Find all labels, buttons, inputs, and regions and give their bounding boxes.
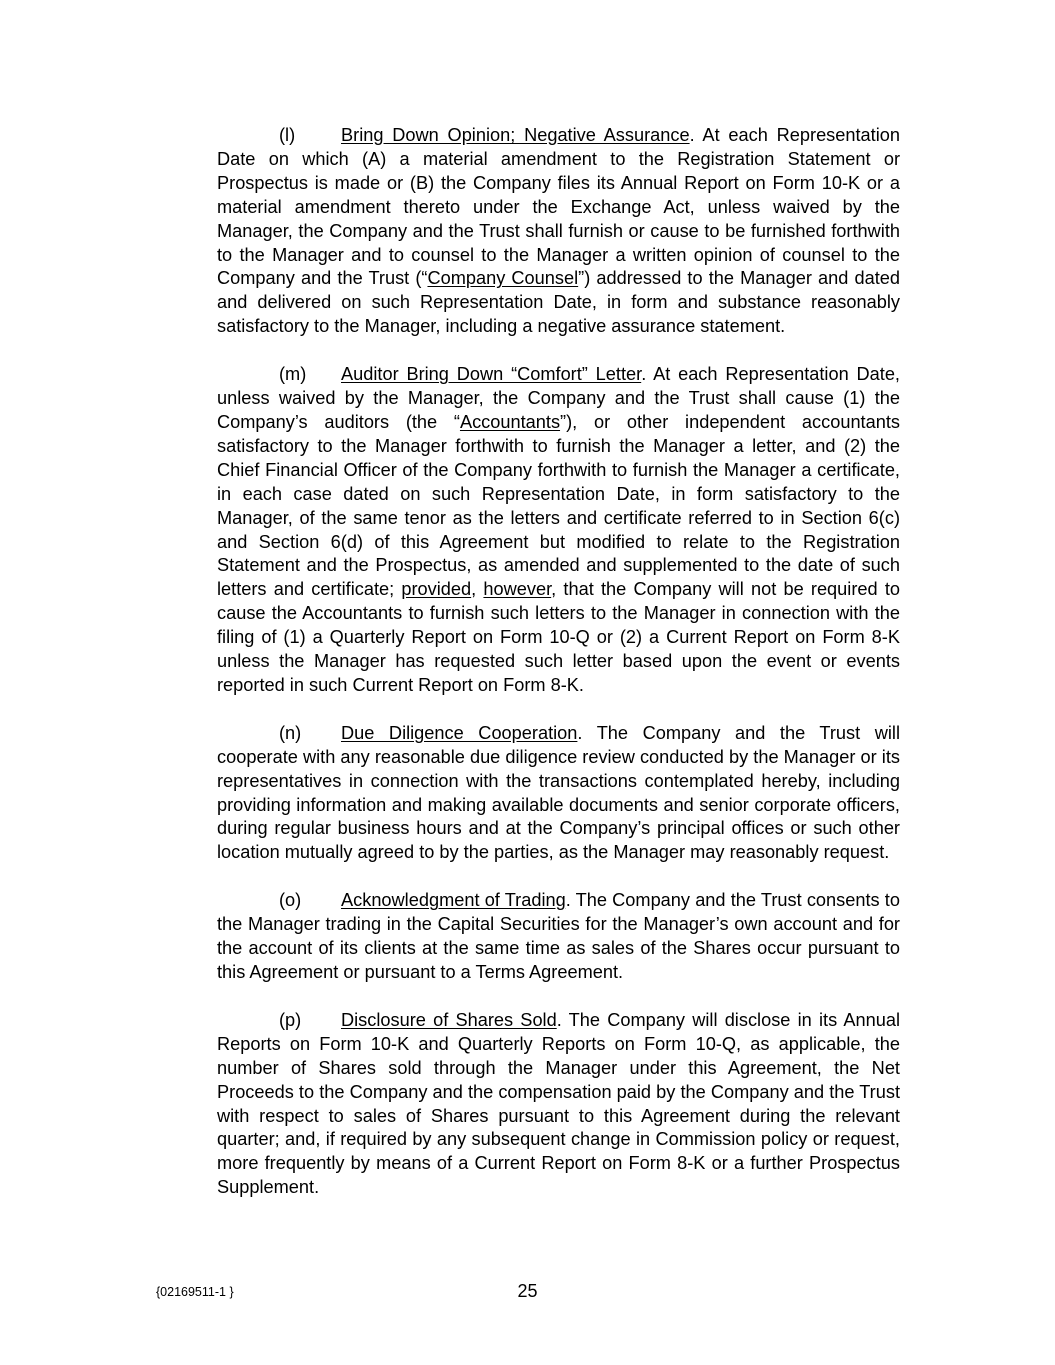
section-heading: Auditor Bring Down “Comfort” Letter <box>341 364 642 385</box>
section-text: . The Company and the Trust will cooperate with any reasonable due diligence review conducted by the Manager or its representatives in connection with the transactions contemplated hereby, including providing information and making available documents and senior corporate officers, during regular business hours and at the Company’s principal offices or such other location mutually agreed to by the parties, as the Manager may reasonably request. <box>217 722 901 863</box>
section-marker: (p) <box>279 1009 302 1030</box>
section-text: . The Company will disclose in its Annual Reports on Form 10-K and Quarterly Reports on Form 10-Q, as applicable, the number of Shares sold through the Manager under this Agreement, the Net Proceeds to the Company and the compensation paid by the Company and the Trust with respect to sales of Shares pursuant to this Agreement during the relevant quarter; and, if required by any subsequent change in Commission policy or request, more frequently by means of a Current Report on Form 8-K or a further Prospectus Supplement. <box>217 1009 900 1198</box>
document-id: {02169511-1 } <box>156 1285 234 1299</box>
defined-term: Company Counsel <box>427 268 579 289</box>
section-heading: Due Diligence Cooperation <box>341 722 578 743</box>
section-m <box>217 363 900 698</box>
section-o <box>217 889 900 985</box>
section-heading: Bring Down Opinion; Negative Assurance <box>341 125 690 145</box>
section-text: . At each Representation Date on which (A) a material amendment to the Registration Statement or Prospectus is made or (B) the Company files its Annual Report on Form 10-K or a material amendment thereto under the Exchange Act, unless waived by the Manager, the Company and the Trust shall furnish or cause to be furnished forthwith to the Manager and to counsel to the Manager a written opinion of counsel to the Company and the Trust (“ <box>217 125 900 289</box>
page-number: 25 <box>517 1281 538 1301</box>
section-l <box>217 124 900 339</box>
document-body <box>217 124 900 1224</box>
section-text: , that the Company will not be required to cause the Accountants to furnish such letters to the Manager in connection with the filing of (1) a Quarterly Report on Form 10-Q or (2) a Current Report on Form 8-K unless the Manager has requested such letter based upon the event or events reported in such Current Report on Form 8-K. <box>217 579 900 695</box>
section-marker: (o) <box>279 890 302 911</box>
section-marker: (m) <box>279 364 307 385</box>
section-text: . The Company and the Trust consents to the Manager trading in the Capital Securities for the Manager’s own account and for the account of its clients at the same time as sales of the Shares occur pursuant to this Agreement or pursuant to a Terms Agreement. <box>217 890 900 982</box>
section-marker: (n) <box>279 722 302 743</box>
section-text: ”) addressed to the Manager and dated and delivered on such Representation Date, in form and substance reasonably satisfactory to the Manager, including a negative assurance statement. <box>217 268 900 337</box>
section-text: ”), or other independent accountants satisfactory to the Manager forthwith to furnish the Manager a letter, and (2) the Chief Financial Officer of the Company forthwith to furnish the Manager a certificate, in each case dated on such Representation Date, in form satisfactory to the Manager, of the same tenor as the letters and certificate referred to in Section 6(c) and Section 6(d) of this Agreement but modified to relate to the Registration Statement and the Prospectus, as amended and supplemented to the date of such letters and certificate; <box>217 411 900 600</box>
section-heading: Disclosure of Shares Sold <box>341 1009 557 1030</box>
underlined-term: provided <box>401 579 472 600</box>
section-marker: (l) <box>279 125 296 145</box>
section-n <box>217 722 900 865</box>
underlined-term: however <box>483 579 552 600</box>
section-p <box>217 1009 900 1200</box>
section-text: . At each Representation Date, unless waived by the Manager, the Company and the Trust shall cause (1) the Company’s auditors (the “ <box>217 364 900 432</box>
section-text: , <box>471 579 484 600</box>
defined-term: Accountants <box>459 411 561 432</box>
section-heading: Acknowledgment of Trading <box>341 890 566 911</box>
